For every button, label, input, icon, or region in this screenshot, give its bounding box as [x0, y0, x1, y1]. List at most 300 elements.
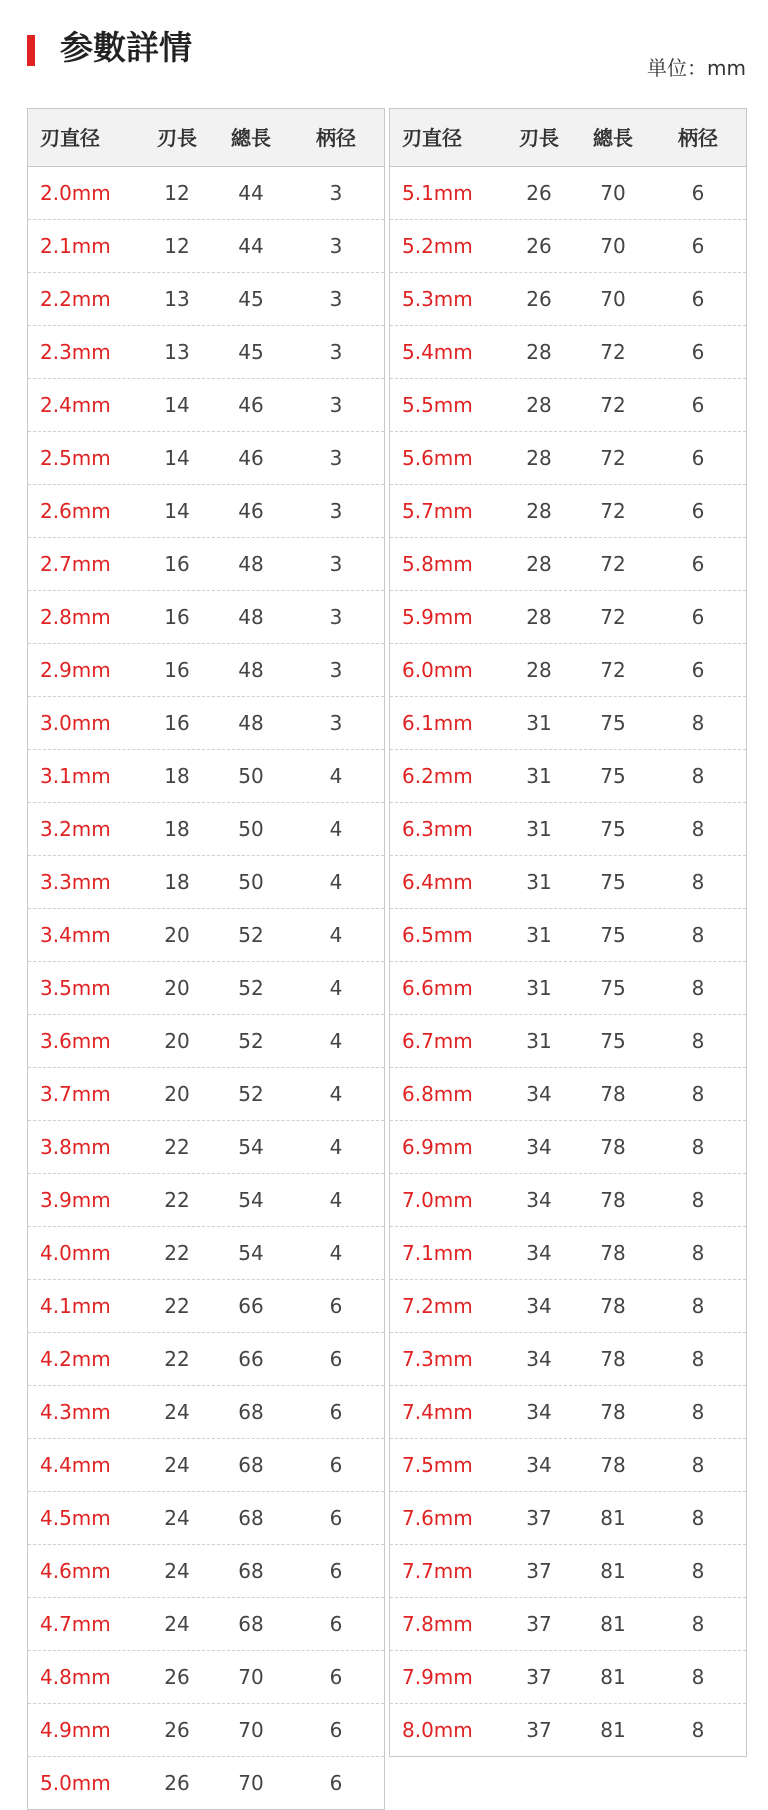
cell-shank-diameter: 8 — [691, 764, 705, 788]
cell-blade-diameter: 7.0mm — [402, 1188, 473, 1212]
cell-blade-diameter: 6.8mm — [402, 1082, 473, 1106]
cell-blade-diameter: 4.4mm — [40, 1453, 111, 1477]
table-row — [28, 538, 384, 591]
cell-blade-diameter: 2.4mm — [40, 393, 111, 417]
table-row — [28, 1068, 384, 1121]
cell-shank-diameter: 6 — [691, 605, 705, 629]
cell-total-length: 48 — [238, 552, 264, 576]
table-row — [28, 591, 384, 644]
table-row — [28, 962, 384, 1015]
table-row — [390, 167, 746, 220]
cell-total-length: 81 — [600, 1665, 626, 1689]
cell-shank-diameter: 6 — [329, 1400, 343, 1424]
cell-total-length: 78 — [600, 1294, 626, 1318]
cell-total-length: 68 — [238, 1400, 264, 1424]
cell-blade-diameter: 5.5mm — [402, 393, 473, 417]
cell-blade-length: 12 — [164, 181, 190, 205]
cell-shank-diameter: 6 — [329, 1559, 343, 1583]
cell-blade-length: 16 — [164, 605, 190, 629]
cell-blade-length: 12 — [164, 234, 190, 258]
cell-blade-diameter: 3.8mm — [40, 1135, 111, 1159]
cell-total-length: 75 — [600, 870, 626, 894]
cell-blade-length: 22 — [164, 1294, 190, 1318]
table-row — [28, 220, 384, 273]
cell-blade-length: 26 — [164, 1771, 190, 1795]
cell-blade-length: 22 — [164, 1135, 190, 1159]
cell-shank-diameter: 6 — [691, 552, 705, 576]
table-row — [28, 1227, 384, 1280]
cell-blade-diameter: 5.0mm — [40, 1771, 111, 1795]
cell-shank-diameter: 8 — [691, 1294, 705, 1318]
cell-blade-length: 14 — [164, 499, 190, 523]
cell-total-length: 46 — [238, 446, 264, 470]
cell-total-length: 45 — [238, 340, 264, 364]
cell-shank-diameter: 8 — [691, 1559, 705, 1583]
cell-blade-length: 13 — [164, 287, 190, 311]
cell-blade-diameter: 6.5mm — [402, 923, 473, 947]
table-row — [390, 644, 746, 697]
cell-blade-length: 26 — [526, 287, 552, 311]
cell-shank-diameter: 6 — [691, 658, 705, 682]
table-row — [390, 485, 746, 538]
cell-blade-diameter: 3.1mm — [40, 764, 111, 788]
cell-total-length: 48 — [238, 605, 264, 629]
table-row — [390, 1598, 746, 1651]
cell-total-length: 78 — [600, 1241, 626, 1265]
header-shank-diameter: 柄径 — [316, 125, 356, 150]
cell-shank-diameter: 4 — [329, 1029, 343, 1053]
cell-blade-length: 37 — [526, 1718, 552, 1742]
table-row — [390, 750, 746, 803]
cell-shank-diameter: 8 — [691, 1453, 705, 1477]
cell-total-length: 81 — [600, 1612, 626, 1636]
cell-shank-diameter: 8 — [691, 1400, 705, 1424]
cell-blade-length: 34 — [526, 1294, 552, 1318]
cell-shank-diameter: 3 — [329, 605, 343, 629]
cell-blade-diameter: 4.6mm — [40, 1559, 111, 1583]
cell-total-length: 70 — [600, 287, 626, 311]
cell-shank-diameter: 4 — [329, 1135, 343, 1159]
cell-blade-length: 18 — [164, 764, 190, 788]
cell-total-length: 75 — [600, 711, 626, 735]
table-body-right — [390, 167, 746, 1756]
cell-total-length: 54 — [238, 1241, 264, 1265]
cell-total-length: 44 — [238, 234, 264, 258]
cell-blade-length: 31 — [526, 711, 552, 735]
cell-blade-length: 28 — [526, 499, 552, 523]
cell-total-length: 81 — [600, 1506, 626, 1530]
table-row — [390, 1280, 746, 1333]
cell-total-length: 75 — [600, 1029, 626, 1053]
cell-blade-length: 14 — [164, 446, 190, 470]
cell-shank-diameter: 4 — [329, 764, 343, 788]
cell-blade-diameter: 4.9mm — [40, 1718, 111, 1742]
cell-shank-diameter: 4 — [329, 976, 343, 1000]
unit-label: 単位：mm — [647, 56, 746, 80]
cell-total-length: 78 — [600, 1188, 626, 1212]
table-row — [28, 1651, 384, 1704]
table-row — [390, 803, 746, 856]
cell-blade-diameter: 3.6mm — [40, 1029, 111, 1053]
cell-blade-diameter: 2.3mm — [40, 340, 111, 364]
header-blade-length: 刃長 — [519, 125, 559, 150]
cell-shank-diameter: 8 — [691, 1665, 705, 1689]
cell-shank-diameter: 4 — [329, 923, 343, 947]
cell-shank-diameter: 6 — [329, 1453, 343, 1477]
table-row — [390, 1068, 746, 1121]
cell-total-length: 75 — [600, 817, 626, 841]
cell-shank-diameter: 6 — [691, 181, 705, 205]
cell-shank-diameter: 8 — [691, 1135, 705, 1159]
cell-total-length: 54 — [238, 1135, 264, 1159]
table-row — [390, 379, 746, 432]
cell-total-length: 70 — [238, 1665, 264, 1689]
table-row — [390, 1015, 746, 1068]
cell-blade-diameter: 7.2mm — [402, 1294, 473, 1318]
cell-shank-diameter: 3 — [329, 234, 343, 258]
cell-shank-diameter: 4 — [329, 1188, 343, 1212]
table-row — [28, 1704, 384, 1757]
cell-blade-length: 26 — [164, 1718, 190, 1742]
page-title: 参數詳情 — [60, 28, 192, 67]
cell-blade-length: 16 — [164, 552, 190, 576]
cell-shank-diameter: 4 — [329, 1241, 343, 1265]
header-shank-diameter: 柄径 — [678, 125, 718, 150]
table-row — [28, 750, 384, 803]
cell-total-length: 72 — [600, 393, 626, 417]
table-row — [390, 909, 746, 962]
cell-blade-diameter: 4.2mm — [40, 1347, 111, 1371]
cell-shank-diameter: 3 — [329, 552, 343, 576]
cell-shank-diameter: 8 — [691, 817, 705, 841]
cell-blade-length: 26 — [526, 181, 552, 205]
cell-blade-diameter: 4.7mm — [40, 1612, 111, 1636]
cell-blade-diameter: 3.4mm — [40, 923, 111, 947]
cell-shank-diameter: 6 — [329, 1718, 343, 1742]
cell-blade-length: 31 — [526, 976, 552, 1000]
cell-shank-diameter: 4 — [329, 870, 343, 894]
table-row — [28, 644, 384, 697]
table-row — [28, 1757, 384, 1809]
cell-blade-diameter: 6.2mm — [402, 764, 473, 788]
cell-blade-diameter: 7.5mm — [402, 1453, 473, 1477]
cell-shank-diameter: 3 — [329, 446, 343, 470]
cell-shank-diameter: 8 — [691, 976, 705, 1000]
cell-total-length: 70 — [600, 181, 626, 205]
cell-blade-length: 31 — [526, 1029, 552, 1053]
table-body-left — [28, 167, 384, 1809]
cell-shank-diameter: 6 — [329, 1665, 343, 1689]
cell-blade-diameter: 5.7mm — [402, 499, 473, 523]
cell-total-length: 48 — [238, 711, 264, 735]
table-row — [28, 273, 384, 326]
cell-blade-length: 34 — [526, 1453, 552, 1477]
table-row — [390, 1174, 746, 1227]
cell-blade-diameter: 3.2mm — [40, 817, 111, 841]
cell-blade-diameter: 7.1mm — [402, 1241, 473, 1265]
cell-blade-length: 22 — [164, 1241, 190, 1265]
cell-total-length: 78 — [600, 1135, 626, 1159]
cell-blade-length: 24 — [164, 1506, 190, 1530]
spec-table-right — [389, 108, 747, 1757]
cell-total-length: 70 — [238, 1718, 264, 1742]
cell-blade-diameter: 7.9mm — [402, 1665, 473, 1689]
cell-blade-diameter: 3.0mm — [40, 711, 111, 735]
cell-total-length: 68 — [238, 1453, 264, 1477]
cell-total-length: 72 — [600, 446, 626, 470]
cell-shank-diameter: 3 — [329, 711, 343, 735]
table-row — [390, 1545, 746, 1598]
cell-shank-diameter: 6 — [329, 1294, 343, 1318]
table-row — [28, 1121, 384, 1174]
cell-total-length: 68 — [238, 1612, 264, 1636]
page-header — [0, 0, 768, 108]
cell-shank-diameter: 6 — [691, 499, 705, 523]
cell-total-length: 52 — [238, 976, 264, 1000]
cell-shank-diameter: 6 — [691, 234, 705, 258]
cell-blade-diameter: 5.3mm — [402, 287, 473, 311]
cell-shank-diameter: 8 — [691, 1029, 705, 1053]
cell-blade-length: 31 — [526, 764, 552, 788]
table-row — [390, 1651, 746, 1704]
header-blade-diameter: 刃直径 — [40, 125, 100, 150]
table-row — [28, 1439, 384, 1492]
cell-total-length: 66 — [238, 1294, 264, 1318]
cell-blade-diameter: 6.7mm — [402, 1029, 473, 1053]
table-row — [28, 1015, 384, 1068]
cell-shank-diameter: 6 — [329, 1506, 343, 1530]
cell-total-length: 50 — [238, 870, 264, 894]
title-accent-bar — [27, 35, 35, 66]
cell-blade-diameter: 3.9mm — [40, 1188, 111, 1212]
cell-blade-length: 18 — [164, 817, 190, 841]
cell-blade-diameter: 5.2mm — [402, 234, 473, 258]
cell-blade-length: 34 — [526, 1082, 552, 1106]
table-row — [28, 167, 384, 220]
cell-blade-diameter: 7.3mm — [402, 1347, 473, 1371]
cell-total-length: 72 — [600, 658, 626, 682]
cell-blade-diameter: 2.2mm — [40, 287, 111, 311]
cell-blade-length: 31 — [526, 870, 552, 894]
cell-shank-diameter: 8 — [691, 1506, 705, 1530]
cell-total-length: 70 — [238, 1771, 264, 1795]
cell-total-length: 78 — [600, 1400, 626, 1424]
cell-blade-diameter: 2.1mm — [40, 234, 111, 258]
table-row — [28, 1598, 384, 1651]
cell-blade-length: 14 — [164, 393, 190, 417]
cell-blade-length: 24 — [164, 1559, 190, 1583]
cell-total-length: 81 — [600, 1559, 626, 1583]
cell-blade-length: 37 — [526, 1665, 552, 1689]
cell-blade-diameter: 3.3mm — [40, 870, 111, 894]
cell-blade-length: 28 — [526, 393, 552, 417]
cell-blade-length: 16 — [164, 711, 190, 735]
cell-total-length: 72 — [600, 340, 626, 364]
cell-blade-diameter: 6.0mm — [402, 658, 473, 682]
cell-shank-diameter: 3 — [329, 393, 343, 417]
cell-shank-diameter: 3 — [329, 340, 343, 364]
table-row — [390, 1121, 746, 1174]
header-total-length: 總長 — [231, 125, 271, 150]
header-blade-diameter: 刃直径 — [402, 125, 462, 150]
cell-blade-length: 26 — [164, 1665, 190, 1689]
cell-total-length: 44 — [238, 181, 264, 205]
cell-total-length: 70 — [600, 234, 626, 258]
cell-blade-length: 24 — [164, 1453, 190, 1477]
cell-blade-diameter: 6.9mm — [402, 1135, 473, 1159]
table-row — [390, 273, 746, 326]
table-row — [390, 1492, 746, 1545]
cell-shank-diameter: 6 — [329, 1771, 343, 1795]
cell-blade-diameter: 4.3mm — [40, 1400, 111, 1424]
cell-total-length: 68 — [238, 1506, 264, 1530]
cell-blade-length: 22 — [164, 1188, 190, 1212]
table-row — [28, 1174, 384, 1227]
cell-blade-length: 24 — [164, 1612, 190, 1636]
table-row — [390, 1704, 746, 1756]
cell-shank-diameter: 6 — [329, 1347, 343, 1371]
table-row — [390, 856, 746, 909]
cell-total-length: 75 — [600, 764, 626, 788]
cell-blade-diameter: 5.9mm — [402, 605, 473, 629]
cell-total-length: 75 — [600, 923, 626, 947]
cell-shank-diameter: 8 — [691, 1241, 705, 1265]
cell-total-length: 52 — [238, 1082, 264, 1106]
cell-blade-length: 28 — [526, 552, 552, 576]
table-row — [390, 1227, 746, 1280]
cell-blade-length: 34 — [526, 1188, 552, 1212]
cell-blade-diameter: 5.6mm — [402, 446, 473, 470]
cell-blade-length: 37 — [526, 1559, 552, 1583]
table-row — [28, 1492, 384, 1545]
cell-blade-length: 34 — [526, 1400, 552, 1424]
cell-blade-length: 20 — [164, 1029, 190, 1053]
cell-blade-diameter: 7.8mm — [402, 1612, 473, 1636]
cell-shank-diameter: 3 — [329, 499, 343, 523]
cell-blade-length: 16 — [164, 658, 190, 682]
table-row — [390, 220, 746, 273]
table-row — [28, 326, 384, 379]
cell-total-length: 78 — [600, 1347, 626, 1371]
cell-blade-diameter: 2.9mm — [40, 658, 111, 682]
cell-blade-length: 28 — [526, 446, 552, 470]
spec-table-left — [27, 108, 385, 1810]
cell-total-length: 54 — [238, 1188, 264, 1212]
table-row — [28, 379, 384, 432]
table-row — [390, 591, 746, 644]
cell-total-length: 52 — [238, 923, 264, 947]
cell-total-length: 52 — [238, 1029, 264, 1053]
cell-total-length: 75 — [600, 976, 626, 1000]
cell-shank-diameter: 6 — [691, 340, 705, 364]
cell-total-length: 66 — [238, 1347, 264, 1371]
cell-blade-length: 24 — [164, 1400, 190, 1424]
cell-blade-diameter: 7.4mm — [402, 1400, 473, 1424]
table-row — [390, 326, 746, 379]
cell-shank-diameter: 8 — [691, 1082, 705, 1106]
cell-total-length: 72 — [600, 605, 626, 629]
cell-blade-length: 37 — [526, 1612, 552, 1636]
table-row — [390, 697, 746, 750]
cell-blade-diameter: 3.5mm — [40, 976, 111, 1000]
cell-blade-length: 28 — [526, 658, 552, 682]
cell-total-length: 68 — [238, 1559, 264, 1583]
table-row — [390, 1386, 746, 1439]
cell-total-length: 48 — [238, 658, 264, 682]
cell-total-length: 45 — [238, 287, 264, 311]
cell-blade-diameter: 2.6mm — [40, 499, 111, 523]
cell-blade-length: 20 — [164, 923, 190, 947]
cell-shank-diameter: 6 — [691, 393, 705, 417]
cell-blade-diameter: 2.0mm — [40, 181, 111, 205]
cell-total-length: 72 — [600, 552, 626, 576]
cell-blade-diameter: 2.8mm — [40, 605, 111, 629]
cell-blade-length: 28 — [526, 340, 552, 364]
cell-total-length: 46 — [238, 499, 264, 523]
cell-blade-diameter: 3.7mm — [40, 1082, 111, 1106]
cell-shank-diameter: 6 — [691, 446, 705, 470]
cell-blade-length: 20 — [164, 976, 190, 1000]
cell-blade-length: 20 — [164, 1082, 190, 1106]
cell-blade-diameter: 8.0mm — [402, 1718, 473, 1742]
cell-shank-diameter: 4 — [329, 1082, 343, 1106]
cell-blade-length: 18 — [164, 870, 190, 894]
cell-blade-length: 37 — [526, 1506, 552, 1530]
cell-blade-diameter: 5.1mm — [402, 181, 473, 205]
cell-blade-length: 31 — [526, 923, 552, 947]
cell-blade-diameter: 4.8mm — [40, 1665, 111, 1689]
cell-blade-length: 26 — [526, 234, 552, 258]
cell-shank-diameter: 3 — [329, 287, 343, 311]
cell-total-length: 50 — [238, 817, 264, 841]
cell-shank-diameter: 3 — [329, 658, 343, 682]
cell-shank-diameter: 8 — [691, 870, 705, 894]
table-row — [390, 538, 746, 591]
cell-blade-diameter: 4.1mm — [40, 1294, 111, 1318]
cell-shank-diameter: 8 — [691, 711, 705, 735]
cell-shank-diameter: 6 — [691, 287, 705, 311]
cell-blade-length: 31 — [526, 817, 552, 841]
table-header — [390, 109, 746, 167]
table-row — [28, 803, 384, 856]
cell-total-length: 50 — [238, 764, 264, 788]
table-row — [390, 1439, 746, 1492]
cell-blade-length: 28 — [526, 605, 552, 629]
cell-blade-diameter: 5.4mm — [402, 340, 473, 364]
table-row — [28, 485, 384, 538]
cell-blade-diameter: 6.6mm — [402, 976, 473, 1000]
cell-blade-diameter: 6.3mm — [402, 817, 473, 841]
header-total-length: 總長 — [593, 125, 633, 150]
cell-shank-diameter: 8 — [691, 1188, 705, 1212]
cell-shank-diameter: 3 — [329, 181, 343, 205]
cell-total-length: 78 — [600, 1082, 626, 1106]
cell-blade-length: 22 — [164, 1347, 190, 1371]
cell-blade-diameter: 2.5mm — [40, 446, 111, 470]
table-header — [28, 109, 384, 167]
cell-shank-diameter: 8 — [691, 1347, 705, 1371]
table-row — [28, 1386, 384, 1439]
table-row — [390, 962, 746, 1015]
cell-blade-length: 13 — [164, 340, 190, 364]
cell-shank-diameter: 8 — [691, 1612, 705, 1636]
cell-blade-diameter: 6.1mm — [402, 711, 473, 735]
cell-shank-diameter: 8 — [691, 923, 705, 947]
table-row — [390, 1333, 746, 1386]
cell-shank-diameter: 6 — [329, 1612, 343, 1636]
cell-blade-length: 34 — [526, 1241, 552, 1265]
cell-blade-diameter: 4.0mm — [40, 1241, 111, 1265]
